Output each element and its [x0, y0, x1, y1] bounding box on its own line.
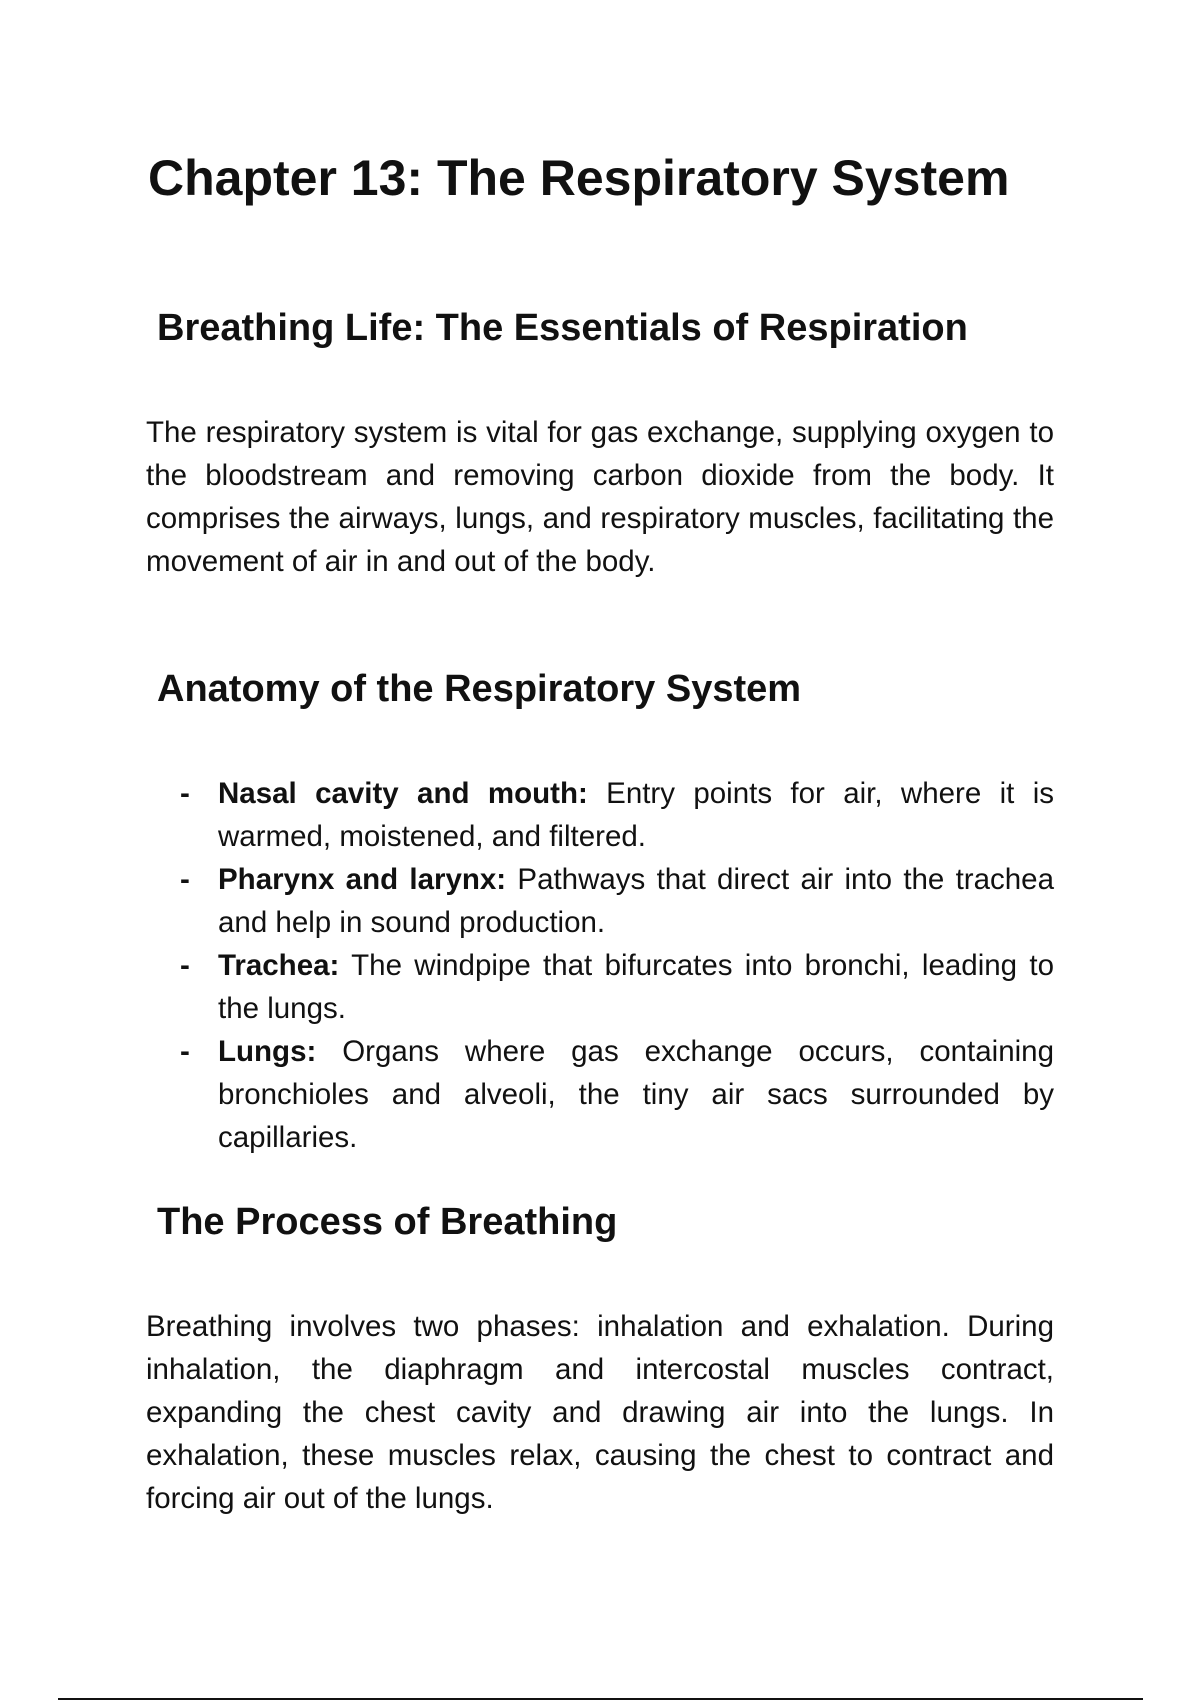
- list-item-term: Lungs:: [218, 1035, 317, 1068]
- list-item-text: Entry points for air, where it is warmed, moistened, and filtered.: [218, 777, 1054, 853]
- bullet-dash: -: [180, 949, 190, 982]
- list-item: [146, 858, 1054, 944]
- list-item-term: Nasal cavity and mouth:: [218, 777, 588, 810]
- chapter-title: Chapter 13: The Respiratory System: [148, 150, 1010, 206]
- list-item-term: Pharynx and larynx:: [218, 863, 507, 896]
- list-item: [146, 772, 1054, 858]
- section-heading-essentials: Breathing Life: The Essentials of Respiration: [157, 307, 968, 349]
- list-item: [146, 1030, 1054, 1159]
- list-item-text: Organs where gas exchange occurs, containing bronchioles and alveoli, the tiny air sacs surrounded by capillaries.: [218, 1035, 1054, 1154]
- process-paragraph: Breathing involves two phases: inhalation and exhalation. During inhalation, the diaphragm and intercostal muscles contract, expanding the chest cavity and drawing air into the lungs. In exhalation, these muscles relax, causing the chest to contract and forcing air out of the lungs.: [146, 1310, 1054, 1515]
- list-item-text: Pathways that direct air into the trachea and help in sound production.: [218, 863, 1054, 939]
- list-item: [146, 944, 1054, 1030]
- list-item-term: Trachea:: [218, 949, 340, 982]
- bullet-dash: -: [180, 777, 190, 810]
- section-heading-anatomy: Anatomy of the Respiratory System: [157, 668, 802, 710]
- bullet-dash: -: [180, 863, 190, 896]
- intro-paragraph: The respiratory system is vital for gas exchange, supplying oxygen to the bloodstream and removing carbon dioxide from the body. It comprises the airways, lungs, and respiratory muscles, facilitating the movement of air in and out of the body.: [146, 416, 1054, 578]
- section-heading-process: The Process of Breathing: [157, 1201, 618, 1243]
- bullet-dash: -: [180, 1035, 190, 1068]
- list-item-text: The windpipe that bifurcates into bronchi, leading to the lungs.: [218, 949, 1054, 1025]
- anatomy-list: [146, 772, 1054, 1159]
